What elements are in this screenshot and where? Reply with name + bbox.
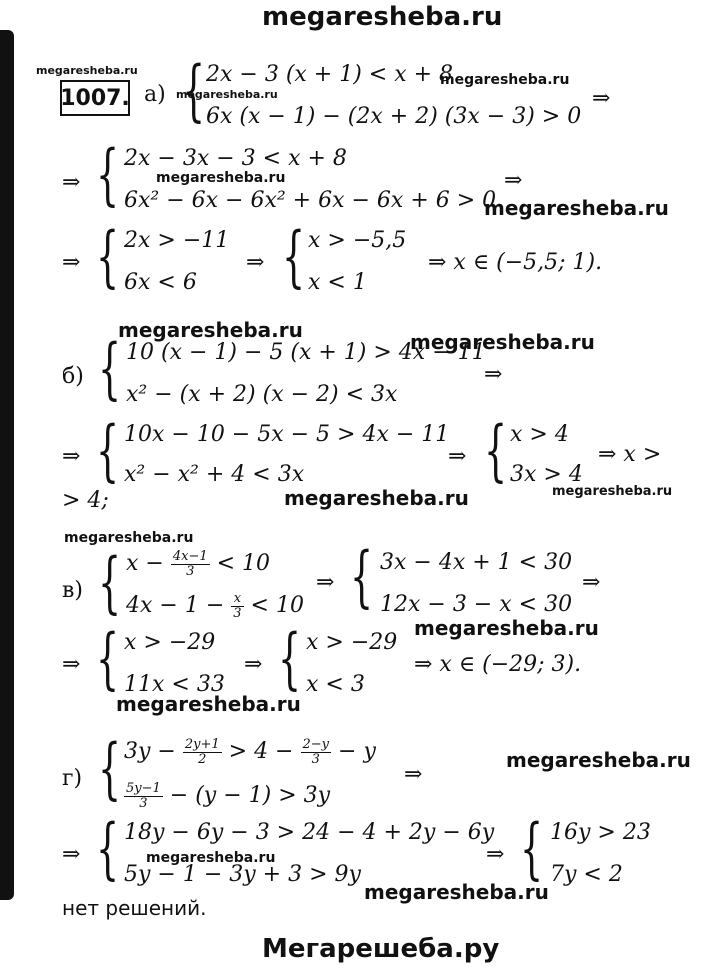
a-line3: 2x − 3x − 3 < x + 8	[124, 146, 347, 171]
implies-arrow: ⇒	[582, 570, 601, 595]
implies-arrow: ⇒	[316, 570, 335, 595]
problem-number: 1007.	[60, 80, 130, 116]
implies-arrow: ⇒	[486, 842, 505, 867]
implies-arrow: ⇒	[592, 86, 611, 111]
g-line1: 3y − $\frac{2y+1}{2}$ > 4 − $\frac{2-y}{3}$ − y	[124, 737, 376, 767]
watermark: megaresheba.ru	[116, 692, 301, 716]
implies-arrow: ⇒	[448, 444, 467, 469]
b-result-1: ⇒ x >	[598, 442, 662, 467]
header-site: megaresheba.ru	[262, 2, 503, 32]
a-line2: 6x (x − 1) − (2x + 2) (3x − 3) > 0	[206, 104, 582, 129]
a-line8: x < 1	[308, 270, 367, 295]
system-brace: {	[278, 620, 302, 697]
part-v-label: в)	[62, 578, 83, 603]
g-line6: 7y < 2	[550, 862, 623, 887]
a-line4: 6x² − 6x − 6x² + 6x − 6x + 6 > 0	[124, 188, 497, 213]
b-line6: 3x > 4	[510, 462, 583, 487]
system-brace: {	[98, 544, 122, 621]
watermark: megaresheba.ru	[146, 850, 276, 866]
watermark: megaresheba.ru	[176, 88, 278, 101]
part-a-label: а)	[144, 82, 166, 107]
v-line8: x < 3	[306, 672, 365, 697]
g-line2: $\frac{5y-1}{3}$ − (y − 1) > 3y	[126, 781, 331, 811]
watermark: megaresheba.ru	[118, 318, 303, 342]
implies-arrow: ⇒	[504, 168, 523, 193]
b-line4: x² − x² + 4 < 3x	[124, 462, 305, 487]
v-line4: 12x − 3 − x < 30	[380, 592, 573, 617]
b-line1: 10 (x − 1) − 5 (x + 1) > 4x − 11	[126, 340, 486, 365]
system-brace: {	[96, 218, 120, 295]
system-brace: {	[96, 412, 120, 489]
v-line3: 3x − 4x + 1 < 30	[380, 550, 573, 575]
implies-arrow: ⇒	[62, 444, 81, 469]
v-result: ⇒ x ∈ (−29; 3).	[414, 652, 582, 677]
watermark: megaresheba.ru	[410, 330, 595, 354]
watermark: megaresheba.ru	[484, 196, 669, 220]
b-line3: 10x − 10 − 5x − 5 > 4x − 11	[124, 422, 450, 447]
watermark: megaresheba.ru	[284, 486, 469, 510]
implies-arrow: ⇒	[62, 250, 81, 275]
system-brace: {	[98, 330, 122, 407]
implies-arrow: ⇒	[244, 652, 263, 677]
system-brace: {	[182, 52, 206, 129]
g-line5: 16y > 23	[550, 820, 651, 845]
system-brace: {	[282, 218, 306, 295]
implies-arrow: ⇒	[484, 362, 503, 387]
watermark: megaresheba.ru	[440, 72, 570, 88]
system-brace: {	[484, 412, 508, 489]
watermark: megaresheba.ru	[64, 530, 194, 546]
part-b-label: б)	[62, 364, 84, 389]
implies-arrow: ⇒	[404, 762, 423, 787]
system-brace: {	[98, 730, 122, 807]
implies-arrow: ⇒	[246, 250, 265, 275]
v-line7: x > −29	[306, 630, 398, 655]
implies-arrow: ⇒	[62, 652, 81, 677]
watermark: megaresheba.ru	[364, 880, 549, 904]
part-g-label: г)	[62, 766, 83, 791]
watermark: megaresheba.ru	[414, 616, 599, 640]
watermark: megaresheba.ru	[506, 748, 691, 772]
footer-site: Мегарешеба.ру	[262, 934, 500, 964]
implies-arrow: ⇒	[62, 170, 81, 195]
a-line1: 2x − 3 (x + 1) < x + 8	[206, 62, 454, 87]
b-line2: x² − (x + 2) (x − 2) < 3x	[126, 382, 398, 407]
watermark: megaresheba.ru	[36, 64, 138, 77]
v-line6: 11x < 33	[124, 672, 225, 697]
a-line5: 2x > −11	[124, 228, 230, 253]
system-brace: {	[350, 538, 374, 615]
system-brace: {	[520, 810, 544, 887]
a-result: ⇒ x ∈ (−5,5; 1).	[428, 250, 603, 275]
g-line4: 5y − 1 − 3y + 3 > 9y	[124, 862, 361, 887]
v-line1: x − $\frac{4x-1}{3}$ < 10	[126, 549, 271, 579]
g-line3: 18y − 6y − 3 > 24 − 4 + 2y − 6y	[124, 820, 495, 845]
scan-edge	[0, 30, 14, 900]
v-line5: x > −29	[124, 630, 216, 655]
v-line2: 4x − 1 − $\frac{x}{3}$ < 10	[126, 591, 304, 621]
watermark: megaresheba.ru	[156, 170, 286, 186]
g-result: нет решений.	[62, 896, 207, 920]
watermark: megaresheba.ru	[552, 484, 673, 499]
b-line5: x > 4	[510, 422, 569, 447]
implies-arrow: ⇒	[62, 842, 81, 867]
system-brace: {	[96, 810, 120, 887]
system-brace: {	[96, 136, 120, 213]
b-result-2: > 4;	[62, 488, 109, 513]
a-line6: 6x < 6	[124, 270, 197, 295]
system-brace: {	[96, 620, 120, 697]
a-line7: x > −5,5	[308, 228, 407, 253]
